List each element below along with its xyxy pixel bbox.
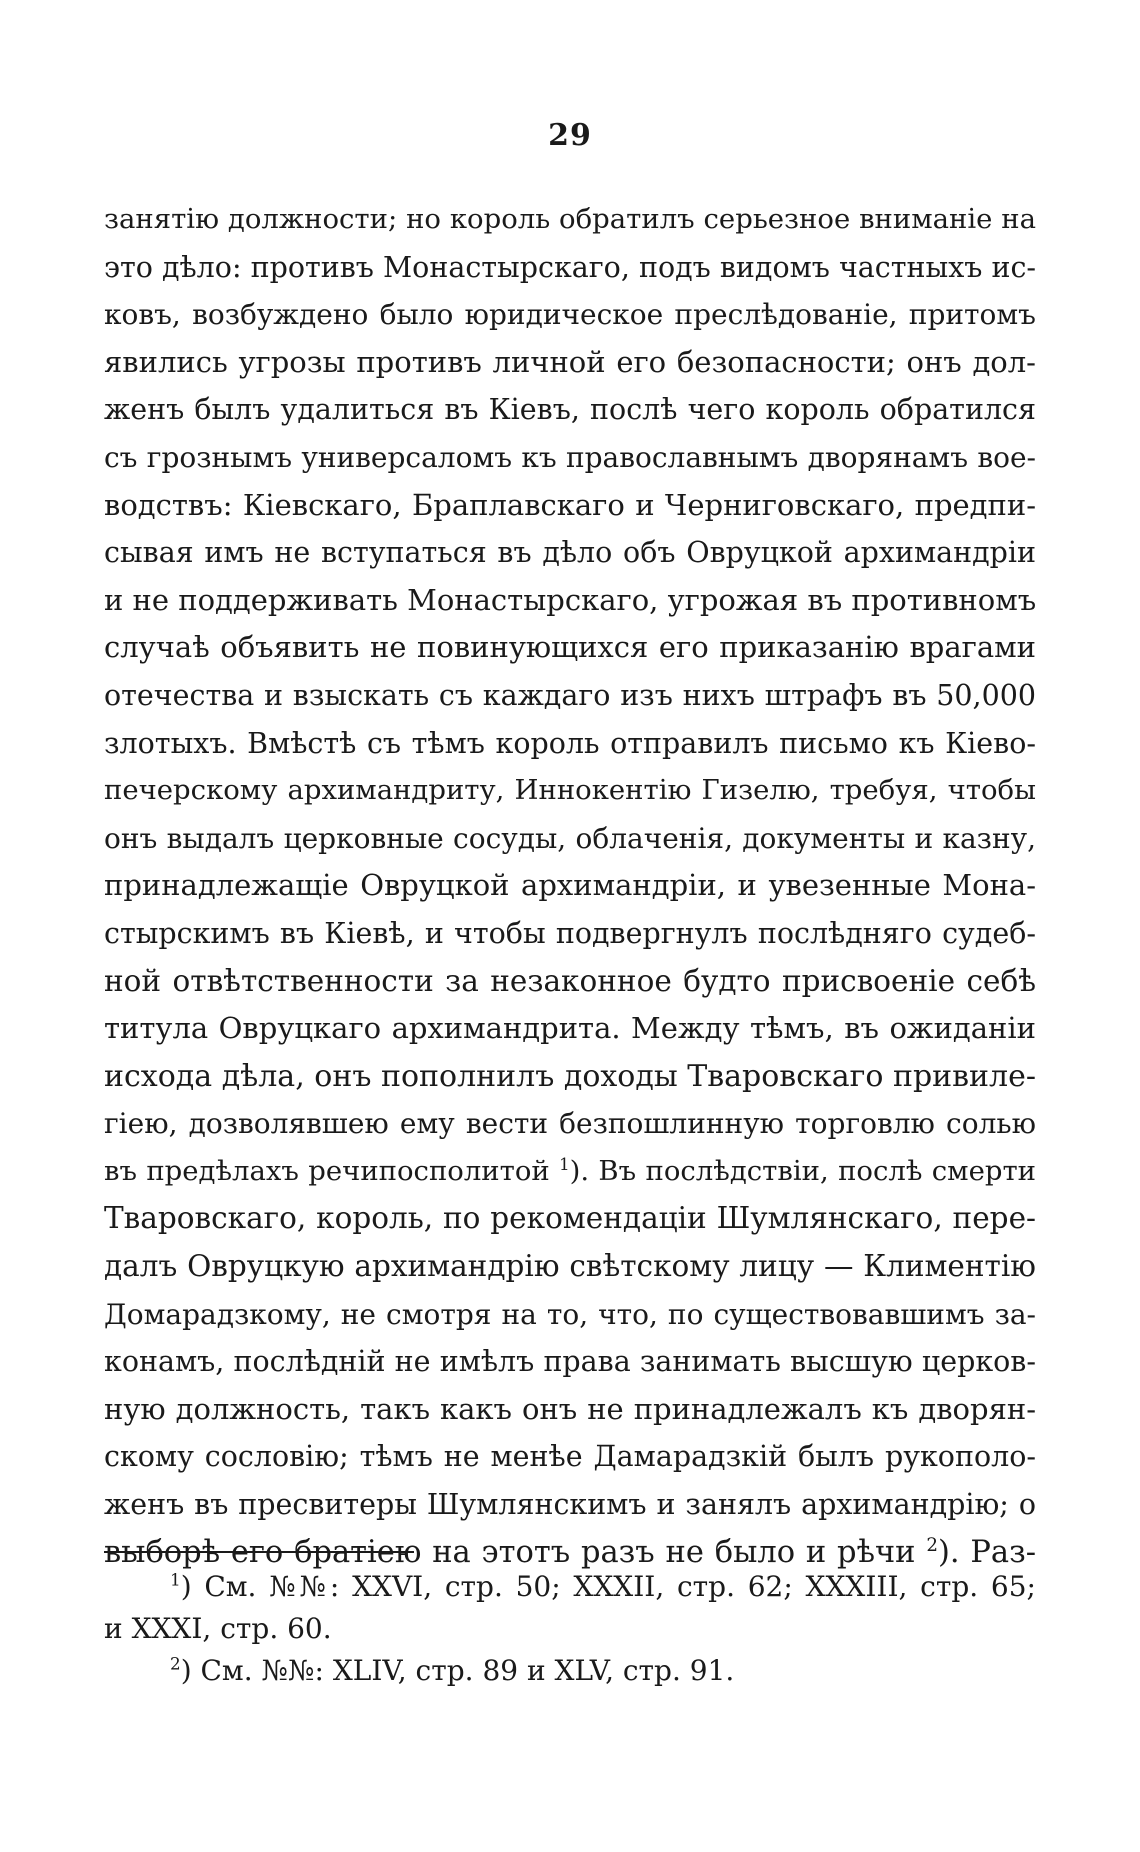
text-line: печерскому архимандриту, Иннокентiю Гизелю, требуя, чтобы	[104, 774, 1036, 807]
body-text	[104, 196, 1036, 1576]
text-fragment: въ предѣлахъ речипосполитой	[104, 1154, 550, 1187]
text-line: злотыхъ. Вмѣстѣ съ тѣмъ король отправилъ письмо къ Кiево-	[104, 726, 1036, 760]
footnote-1	[104, 1566, 1036, 1608]
footnotes	[104, 1566, 1036, 1692]
footnote-1-continued: и XXXI, стр. 60.	[104, 1612, 332, 1645]
text-line: занятiю должности; но король обратилъ серьезное вниманiе на	[104, 203, 1036, 235]
text-line: женъ былъ удалиться въ Кiевъ, послѣ чего король обратился	[104, 393, 1036, 427]
text-line: Домарадзкому, не смотря на то, что, по существовавшимъ за-	[104, 1297, 1036, 1331]
text-line: принадлежащiе Овруцкой архимандрiи, и увезенные Мона-	[104, 868, 1036, 903]
text-line: скому сословiю; тѣмъ не менѣе Дамарадзкiй былъ рукополо-	[104, 1440, 1036, 1474]
text-line: женъ въ пресвитеры Шумлянскимъ и занялъ архимандрiю; о	[104, 1488, 1036, 1522]
text-line: и не поддерживать Монастырскаго, угрожая въ противномъ	[104, 582, 1037, 617]
text-line: отечества и взыскать съ каждаго изъ нихъ штрафъ въ 50,000	[104, 678, 1036, 712]
text-fragment: ). Раз-	[937, 1534, 1037, 1570]
text-line: гiею, дозволявшею ему вести безпошлинную торговлю солью	[104, 1107, 1036, 1141]
text-line: далъ Овруцкую архимандрiю свѣтскому лицу — Климентiю	[104, 1249, 1036, 1284]
footnote-text: ) См. №№: XXVI, стр. 50; XXXII, стр. 62; XXXIII, стр. 65;	[180, 1570, 1036, 1603]
footnote-ref-1: 1	[559, 1154, 570, 1174]
footnote-text: ) См. №№: XLIV, стр. 89 и XLV, стр. 91.	[180, 1654, 735, 1687]
text-line: ную должность, такъ какъ онъ не принадлежалъ къ дворян-	[104, 1391, 1036, 1426]
text-line: конамъ, послѣднiй не имѣлъ права занимать высшую церков-	[104, 1345, 1036, 1379]
text-line: съ грознымъ универсаломъ къ православнымъ дворянамъ вое-	[104, 440, 1036, 474]
text-line: ковъ, возбуждено было юридическое преслѣдованiе, притомъ	[104, 298, 1036, 332]
text-line: титула Овруцкаго архимандрита. Между тѣмъ, въ ожиданiи	[104, 1011, 1036, 1046]
text-line: это дѣло: противъ Монастырскаго, подъ видомъ частныхъ ис-	[104, 250, 1037, 284]
text-line: явились угрозы противъ личной его безопасности; онъ дол-	[104, 344, 1036, 379]
footnote-mark-2: 2	[170, 1653, 181, 1674]
text-line-with-footnote-ref	[104, 1148, 1036, 1196]
footnote-divider	[104, 1551, 414, 1553]
footnote-ref-2: 2	[926, 1534, 938, 1556]
footnote-2	[104, 1650, 1036, 1692]
text-line: стырскимъ въ Кiевѣ, и чтобы подвергнулъ послѣдняго судеб-	[104, 916, 1036, 950]
text-line: сывая имъ не вступаться въ дѣло объ Овруцкой архимандрiи	[104, 536, 1036, 570]
text-line: онъ выдалъ церковные сосуды, облаченiя, документы и казну,	[104, 821, 1036, 855]
footnote-mark-1: 1	[170, 1569, 181, 1590]
text-fragment: выборѣ его братiею на этотъ разъ не было и рѣчи	[104, 1534, 916, 1570]
text-fragment: ). Въ послѣдствiи, послѣ смерти	[569, 1154, 1036, 1187]
text-line: ной отвѣтственности за незаконное будто присвоенiе себѣ	[104, 963, 1036, 998]
text-line: Тваровскаго, король, по рекомендацiи Шумлянскаго, пере-	[104, 1201, 1036, 1236]
page-number: 29	[548, 118, 592, 153]
text-line: случаѣ объявить не повинующихся его приказанiю врагами	[104, 630, 1036, 665]
text-line: водствъ: Кiевскаго, Браплавскаго и Черниговскаго, предпи-	[104, 487, 1036, 522]
text-line: исхода дѣла, онъ пополнилъ доходы Тваровскаго привиле-	[104, 1058, 1036, 1094]
